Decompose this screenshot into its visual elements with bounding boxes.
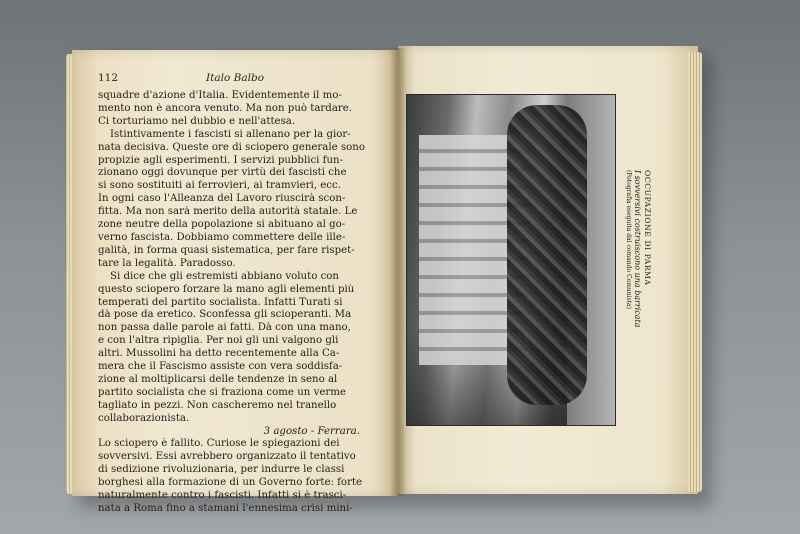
paragraph [98,438,374,515]
text-line: squadre d'azione d'Italia. Evidentemente il mo- [98,90,342,101]
text-line: dà pose da eretico. Sconfessa gli scioperanti. Ma [98,309,352,321]
text-line: zone neutre della popolazione si abituano al go- [98,219,346,231]
text-line: Si dice che gli estremisti abbiano voluto con [110,270,339,282]
text-line: zione al moltiplicarsi delle tendenze in seno al [98,373,338,385]
text-line: propizie agli esperimenti. I servizi pubblici fun- [98,154,344,166]
paragraph [98,271,374,426]
text-line: questo sciopero forzare la mano agli elementi più [98,283,355,295]
paragraph [98,129,374,271]
text-line: sovversivi. Essi avrebbero organizzato il tentativo [98,451,356,463]
text-line: tagliato in pezzi. Non cascheremo nel tranello [98,399,337,411]
running-title: Italo Balbo [206,72,265,84]
paragraph [98,90,374,129]
text-line: altri. Mussolini ha detto recentemente alla Ca- [98,348,340,360]
text-line: fitta. Ma non sarà merito della autorità statale. Le [98,206,358,218]
text-line: nata decisiva. Queste ore di sciopero generale sono [98,141,365,153]
page-number: 112 [98,72,119,84]
text-line: di sedizione rivoluzionaria, per indurre le classi [98,464,345,476]
text-line: verno fascista. Dobbiamo commettere delle ille- [98,231,346,243]
text-line: Lo sciopero è fallito. Curiose le spiegazioni dei [98,438,340,450]
text-line: collaborazionista. [98,412,190,424]
caption-subtitle: I sovversivi costruiscono una barricata [633,170,642,328]
caption-credit: (Fotografia eseguita dal comando Comunista) [625,170,632,309]
text-line: tare la legalità. Paradosso. [98,257,236,269]
text-line: Istintivamente i fascisti si allenano per la gior- [110,128,351,140]
text-line: mento non è ancora venuto. Ma non può tardare. [98,102,353,114]
text-line: nata a Roma fino a stamani l'ennesima crisi mini- [98,503,353,514]
text-line: temperati del partito socialista. Infatti Turati si [98,296,343,308]
text-line: mera che il Fascismo assiste con vera soddisfa- [98,361,343,373]
text-line: galità, in forma quasi sistematica, per fare rispet- [98,244,355,256]
text-line: non passa dalle parole ai fatti. Dà con una mano, [98,322,351,334]
text-line: borghesi alla formazione di un Governo forte: forte [98,477,363,489]
book-gutter [390,48,406,496]
left-page-text [98,90,374,516]
text-line: si sono sostituiti ai ferrovieri, ai tramvieri, ecc. [98,180,341,192]
text-line: In ogni caso l'Alleanza del Lavoro riuscirà scon- [98,193,346,205]
text-line: naturalmente contro i fascisti. Infatti si è trasci- [98,490,347,502]
text-line: partito socialista che si fraziona come un verme [98,386,346,398]
right-page-edges [688,52,702,492]
page-header [98,72,368,86]
photo-caption [624,170,654,350]
caption-title: OCCUPAZIONE DI PARMA [643,170,652,286]
text-line: Ci torturiamo nel dubbio e nell'attesa. [98,115,296,127]
text-line: zionano oggi dovunque per virtù dei fascisti che [98,167,347,179]
text-line: e con l'altra ripiglia. Per noi gli uni valgono gli [98,335,339,347]
dateline: 3 agosto - Ferrara. [263,425,360,437]
